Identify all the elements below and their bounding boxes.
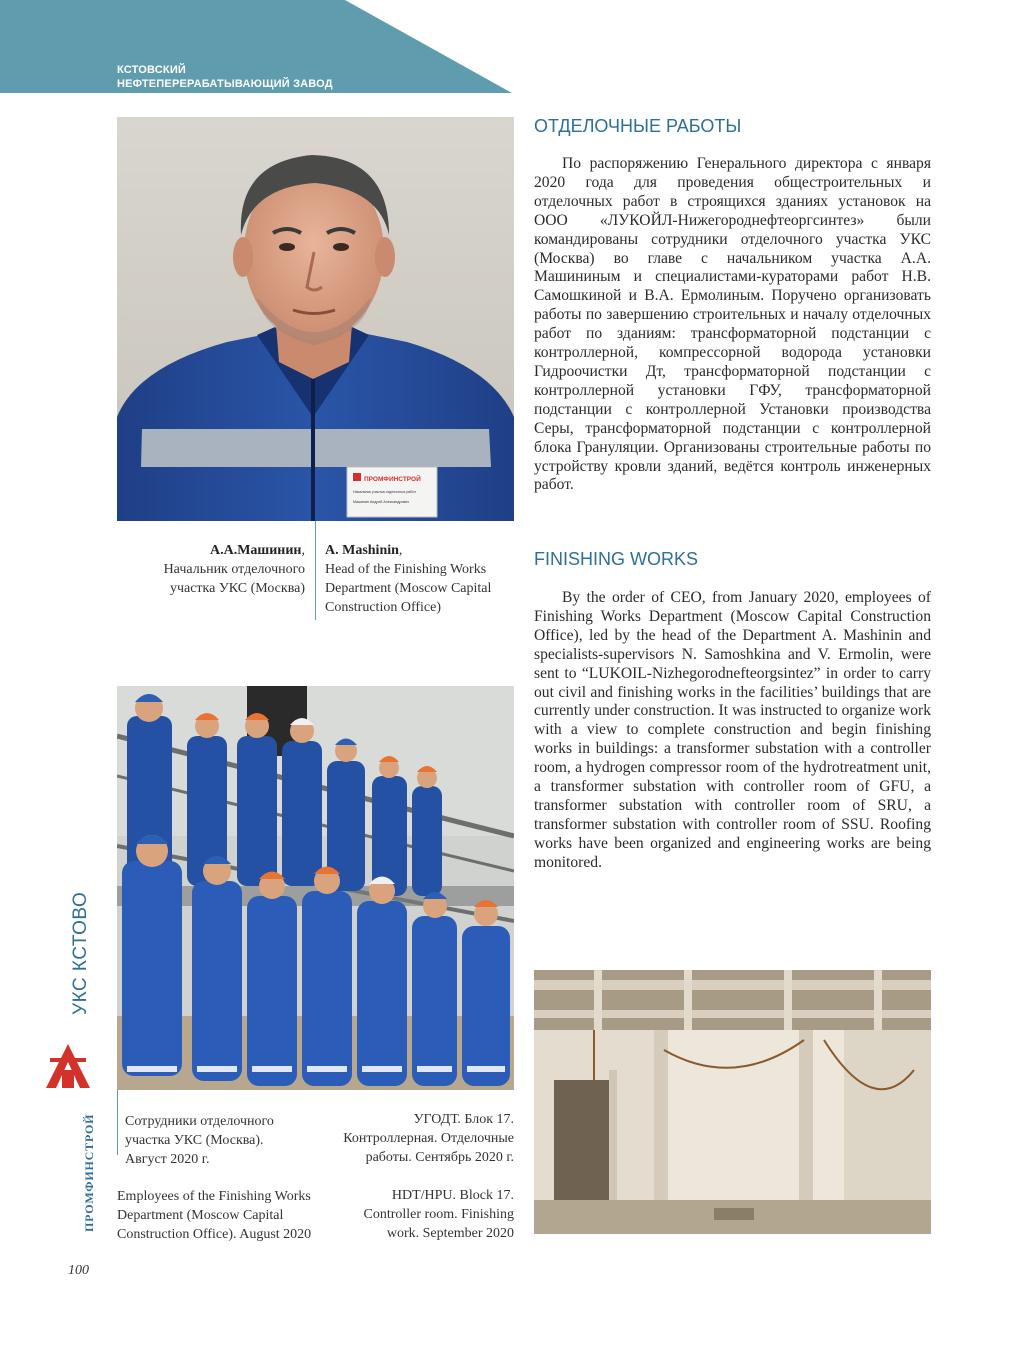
caption-divider-group <box>117 1090 118 1155</box>
group-caption-en: Employees of the Finishing Works Department (Moscow Capital Construction Office). August 2020 <box>117 1189 312 1242</box>
page-number: 100 <box>68 1263 89 1278</box>
portrait-caption-ru: А.А.Машинин, Начальник отделочного участка УКС (Москва) <box>163 543 305 596</box>
room-caption-ru: УГОДТ. Блок 17. Контроллерная. Отделочные работы. Сентябрь 2020 г. <box>343 1112 514 1165</box>
group-caption-ru: Сотрудники отделочного участка УКС (Москва). Август 2020 г. <box>125 1114 274 1167</box>
badge-name: Машинин Андрей Александрович <box>353 500 410 504</box>
section-text-ru: По распоряжению Генерального директора с января 2020 года для проведения общестроительных и отделочных работ в строящихся зданиях установок на ООО «ЛУКОЙЛ-Нижегороднефтеоргсинтез» были командированы сотрудники отделочного участка УКС (Москва) во главе с начальником участка А.А. Машининым и специалистами-кураторами работ Н.В. Самошкиной и В.А. Ермолиным. Поручено организовать работы по завершению строительных и началу отделочных работ по зданиям: трансформаторной подстанции с контроллерной, компрессорной водорода установки Гидроочистки Дт, трансформаторной подстанции с контроллерной установки ГФУ, трансформаторной подстанции с контроллерной Установки производства Серы, трансформаторной подстанции с контроллерной блока Грануляции. Организованы строительные работы по устройству кровли зданий, ведётся контроль инженерных работ. <box>534 155 931 494</box>
plant-name-line1: КСТОВСКИЙ <box>117 64 187 76</box>
section-title-ru: ОТДЕЛОЧНЫЕ РАБОТЫ <box>534 116 742 136</box>
section-text-en: By the order of CEO, from January 2020, employees of Finishing Works Department (Moscow Capital Construction Office), led by the head of the Department A. Mashinin and specialists-supervisors N. Samoshkina and V. Ermolin, were sent to “LUKOIL-Nizhegorodnefteorgsintez” in order to carry out civil and finishing works in the facilities’ buildings that are currently under construction. It was instructed to organize work with a view to complete construction and begin finishing works in buildings: a transformer substation with a controller room, a hydrogen compressor room of the hydrotreatment unit, a transformer substation with controller room of GFU, a transformer substation with controller room of SRU, a transformer substation with controller room of SSU. Roofing works have been organized and engineering works are being monitored. <box>534 589 931 871</box>
portrait-role-ru: Начальник отделочного участка УКС (Москва) <box>163 562 305 596</box>
portrait-photo <box>117 117 514 521</box>
portrait-name-ru: А.А.Машинин <box>209 543 302 558</box>
section-title-en: FINISHING WORKS <box>534 549 699 569</box>
portrait-name-en: A. Mashinin <box>325 543 399 558</box>
plant-name <box>117 63 333 91</box>
badge-brand: ПРОМФИНСТРОЙ <box>364 476 421 483</box>
portrait-role-en: Head of the Finishing Works Department (Moscow Capital Construction Office) <box>325 562 492 615</box>
plant-name-line2: НЕФТЕПЕРЕРАБАТЫВАЮЩИЙ ЗАВОД <box>117 78 333 90</box>
portrait-caption-en: A. Mashinin, Head of the Finishing Works Department (Moscow Capital Construction Office) <box>325 543 492 615</box>
section-body-ru <box>534 155 931 495</box>
group-photo <box>117 686 514 1090</box>
brand-logo-icon <box>42 1040 94 1092</box>
sidebar-title: УКС КСТОВО <box>70 891 91 1015</box>
sidebar-brand: ПРОМФИНСТРОЙ <box>82 1113 96 1232</box>
section-body-en <box>534 589 931 873</box>
badge-role: Начальник участка отделочных работ <box>353 490 417 494</box>
caption-divider-portrait <box>315 521 316 620</box>
room-caption-en: HDT/HPU. Block 17. Controller room. Finishing work. September 2020 <box>363 1188 514 1241</box>
controller-room-photo <box>534 970 931 1234</box>
